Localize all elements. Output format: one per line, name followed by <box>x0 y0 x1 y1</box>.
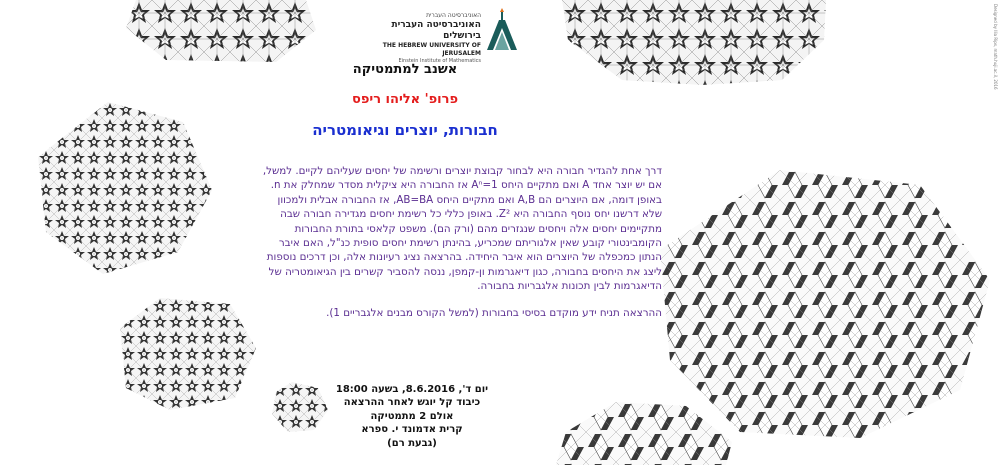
event-refreshments: כיבוד קל יוגש לאחר ההרצאה <box>343 397 481 409</box>
penrose-tiling-right-large <box>660 170 990 440</box>
speaker-name: פרופ' אליהו ריפס <box>351 92 458 107</box>
penrose-tiling-bottom-right <box>556 402 732 465</box>
vertical-credit-text: Designed by Ilia Rips, math.huji.ac.il, 2016 <box>993 4 998 90</box>
lecture-series-title: אשנב למתמטיקה <box>352 62 458 77</box>
penrose-tiling-left-small <box>120 298 256 410</box>
penrose-tiling-top-left <box>126 0 316 62</box>
event-area: (גבעת רם) <box>387 437 437 449</box>
logo-english-main: THE HEBREW UNIVERSITY OF JERUSALEM <box>382 42 481 57</box>
logo-hebrew-small: האוניברסיטה העברית <box>426 12 481 19</box>
prerequisite-note: ההרצאה תניח ידע מוקדם בסיסי בחבורות (למשל הקורס מבנים אלגבריים 1). <box>326 306 662 319</box>
penrose-tiling-top-right <box>562 0 826 85</box>
university-logo <box>363 6 523 64</box>
event-room: אולם 2 מתמטיקה <box>370 410 454 422</box>
event-campus: קרית אדמונד י. ספרא <box>361 424 463 436</box>
lecture-title: חבורות, יוצרים וגיאומטריה <box>312 121 498 139</box>
logo-english-sub: Einstein Institute of Mathematics <box>398 58 481 64</box>
lecture-abstract <box>262 164 662 320</box>
event-datetime: יום ד', 8.6.2016, בשעה 18:00 <box>335 384 489 395</box>
event-details <box>322 383 502 450</box>
penrose-tiling-mini <box>272 382 328 432</box>
logo-hebrew-main: האוניברסיטה העברית בירושלים <box>391 20 481 41</box>
university-emblem-icon <box>483 6 521 52</box>
abstract-paragraph: דרך אחת להגדיר חבורה היא לבחור קבוצת יוצרים ורשימה של יחסים שעליהם לקיים. למשל, אם יש יוצר אחד A ואם מתקיים היחס Aⁿ=1 אז החבורה היא ציקלית מסדר שמחלק את n. באופן דומה, אם היוצרים הם A,B ואם מתקיים היחס AB=BA, אז החבורה אבלית ולמכוון שלא דרשנו יחס נוסף החבורה היא Z². באופן כללי כל רשימת יחסים מגדירה חבורה שבה מתקיימים יחסים אלה ויחסים שנגזרים מהם (ורק הם). משפט קלאסי בתורת החבורות הקומבינטורי קובע שאין אלגוריתם שמכריע, בהינתן רשימת יחסים סופית כנ"ל, האם איבר הנתון כמכפלה של היוצרים הוא איבר היחידה. בהרצאה נציג רעיונות אלה, וכן דרכים נוספות ליצג את היחסים בחבורה, כגון דיאגרמות ון-קמפן, ננסה להסביר קשרים בין הגיאומטריה של הדיאגרמות לבין תכונות אלגבריות בחבורה. <box>262 165 662 293</box>
penrose-tiling-left-heptagon <box>38 102 212 274</box>
